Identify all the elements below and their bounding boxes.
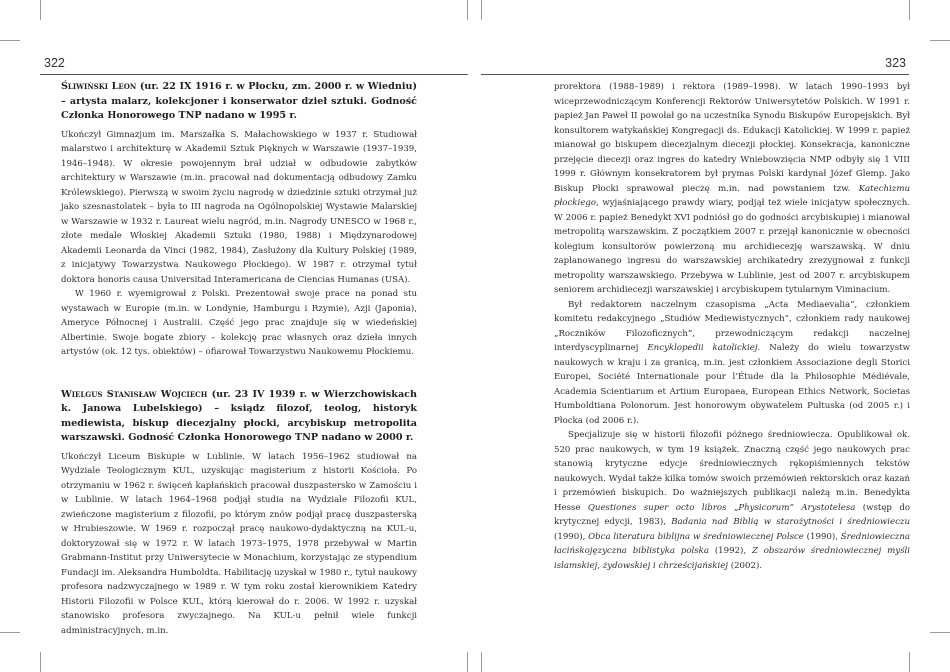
header-rule (40, 74, 468, 75)
text-run: Specjalizuje się w historii filozofii późnego średniowiecza. Opublikował ok. 520 prac naukowych, w tym 19 książek. Znaczną część jego naukowych prac stanowią krytyczne edycje średniowiecznych rękopiśmiennych tekstów naukowych. Wydał także kilka tomów swoich przemówień rektorskich oraz kazań i przemówień biskupich. Do ważniejszych publikacji należą m.in. Benedykta Hesse (554, 430, 910, 513)
page-number: 322 (44, 56, 65, 70)
text-run: (1990), (554, 531, 589, 542)
paragraph: Ukończył Liceum Biskupie w Lublinie. W latach 1956–1962 studiował na Wydziale Teologicznym KUL, uzyskując magisterium z historii Kościoła. Po otrzymaniu w 1962 r. święceń kapłańskich pracował duszpastersko w Zamościu i w Lublinie. W latach 1964–1968 podjął studia na Wydziale Filozofii KUL, zwieńczone magisterium z filozofii, po którym znów podjął pracę duszpasterską w Hrubieszowie. W 1969 r. rozpoczął pracę naukowo-dydaktyczną na KUL-u, doktoryzował się w 1972 r. W latach 1973–1975, 1978 przebywał w Martin Grabmann-Institut przy Uniwersytecie w Monachium, korzystając ze stypendium Fundacji im. Aleksandra Humboldta. Habilitację uzyskał w 1980 r., tytuł naukowy profesora nadzwyczajnego w 1989 r. W tym roku został kierownikiem Katedry Historii Filozofii w Polsce KUL, którą kierował do r. 2006. W 1992 r. uzyskał stanowisko profesora zwyczajnego. Na KUL-u pełnił wiele funkcji administracyjnych, m.in. (61, 451, 417, 636)
crop-mark (40, 0, 41, 20)
italic-title: Badania nad Biblią w starożytności i średniowieczu (671, 517, 910, 527)
crop-mark (909, 652, 910, 672)
crop-mark (0, 40, 20, 41)
italic-title: Encyklopedii katolickiej (647, 343, 758, 353)
entry-name: Śliwiński Leon (61, 81, 137, 92)
entry-separator (61, 360, 417, 388)
paragraph (554, 80, 910, 298)
text-run: Był redaktorem naczelnym czasopisma „Acta Mediaevalia”, członkiem komitetu redakcyjnego „Studiów Mediewistycznych”, członkiem rady naukowej „Roczników Filozoficznych”, przewodniczącym redakcji naczelnej interdyscyplinarnej (554, 299, 910, 353)
entry-heading-text: (ur. 23 IV 1939 r. w Wierzchowiskach k. Janowa Lubelskiego) – ksiądz filozof, teolog, historyk mediewista, biskup diecezjalny płocki, arcybiskup metropolita warszawski. Godność Członka Honorowego TNP nadano w 2000 r. (61, 388, 417, 443)
header-rule (481, 74, 909, 75)
entry-heading-text: (ur. 22 IX 1916 r. w Płocku, zm. 2000 r. w Wiedniu) – artysta malarz, kolekcjoner i konserwator dzieł sztuki. Godność Członka Honorowego TNP nadano w 1995 r. (61, 81, 417, 121)
crop-mark (0, 632, 20, 633)
paragraph (554, 298, 910, 429)
crop-mark (467, 652, 468, 672)
crop-mark (930, 632, 950, 633)
text-run: (1992), (709, 546, 752, 556)
entry-name: Wielgus Stanisław Wojciech (61, 388, 208, 400)
text-run: , wyjaśniającego prawdy wiary, podjął też wiele inicjatyw społecznych. W 2006 r. papież Benedykt XVI podniósł go do godności arcybiskupiej i mianował metropolitą warszawskim. Z początkiem 2007 r. przejął kanonicznie w obecności kolegium konsultorów powierzoną mu archidiecezję warszawską. W dniu zaplanowanego ingresu do warszawskiej archikatedry zrezygnował z funkcji metropolity warszawskiego. Przebywa w Lublinie, jest od 2007 r. arcybiskupem seniorem archidiecezji warszawskiej i arcybiskupem tytularnym Viminacium. (554, 198, 910, 295)
italic-title: Z obszarów średniowiecznej myśli islamskiej, żydowskiej i chrześcijańskiej (554, 546, 910, 571)
text-run: (wstęp do krytycznej edycji, 1983), (554, 502, 911, 527)
text-run: prorektora (1988–1989) i rektora (1989–1998). W latach 1990–1993 był wiceprzewodniczącym Konferencji Rektorów Uniwersytetów Polskich. W 1991 r. papież Jan Paweł II powołał go na uczestnika Synodu Biskupów Europejskich. Był konsultorem watykańskiej Kongregacji ds. Edukacji Katolickiej. W 1999 r. papież mianował go biskupem diecezjalnym diecezji płockiej. Konsekracja, kanoniczne przejęcie diecezji oraz ingres do katedry Wniebowzięcia NMP odbyły się 1 VIII 1999 r. Głównym konsekratorem był prymas Polski kardynał Józef Glemp. Jako Biskup Płocki sprawował pieczę m.in. nad powstaniem tzw. (554, 82, 910, 194)
text-column-right (554, 80, 910, 573)
paragraph (554, 428, 910, 573)
page-number: 323 (885, 56, 906, 70)
text-run: (2002). (727, 560, 763, 571)
entry-heading-sliwinski (61, 80, 417, 124)
crop-mark (481, 0, 482, 20)
italic-title: Katechizmu płockiego (554, 183, 910, 208)
italic-title: Obca literatura biblijna w średniowiecznej Polsce (588, 531, 804, 542)
entry-heading-wielgus (61, 388, 417, 446)
text-column-left (61, 80, 417, 638)
crop-mark (40, 652, 41, 672)
italic-title: Średniowieczna łacińskojęzyczna biblistyka polska (554, 531, 910, 556)
italic-title: Questiones super octo libros „Physicorum” Arystotelesa (587, 502, 856, 513)
text-run: (1990), (803, 531, 841, 542)
crop-mark (481, 652, 482, 672)
text-run: . Należy do wielu towarzystw naukowych w kraju i za granicą, m.in. jest członkiem Associazione degli Storici Europei, Société Internationale pour l’Étude dla la Philosophie Médiévale, Academia Scientiarum et Artium Europaea, European Ethics Network, Societas Humboldtiana Polonorum. Jest honorowym obywatelem Pułtuska (od 2005 r.) i Płocka (od 2006 r.). (554, 343, 910, 426)
right-page (475, 0, 950, 672)
crop-mark (909, 0, 910, 20)
paragraph: W 1960 r. wyemigrował z Polski. Prezentował swoje prace na ponad stu wystawach w Europie (m.in. w Londynie, Hamburgu i Rzymie), Azji (Japonia), Ameryce Północnej i Australii. Część jego prac znajduje się w wiedeńskiej Albertinie. Swoje bogate zbiory – kolekcję prac własnych oraz dzieła innych artystów (ok. 12 tys. obiektów) – ofiarował Towarzystwu Naukowemu Płockiemu. (61, 289, 417, 357)
paragraph: Ukończył Gimnazjum im. Marszałka S. Małachowskiego w 1937 r. Studiował malarstwo i architekturę w Akademii Sztuk Pięknych w Warszawie (1937–1939, 1946–1948). W okresie powojennym brał udział w odbudowie zabytków architektury w Warszawie (m.in. pracował nad dokumentacją odbudowy Zamku Królewskiego). Pierwszą w swoim życiu nagrodę w dziedzinie sztuki otrzymał już jako szesnastolatek – była to III nagroda na Ogólnopolskiej Wystawie Malarskiej w Warszawie w 1932 r. Laureat wielu nagród, m.in. Nagrody UNESCO w 1968 r., złote medale Włoskiej Akademii Sztuki (1980, 1988) i Międzynarodowej Akademii Leonarda da Vinci (1982, 1984), Zasłużony dla Kultury Polskiej (1989, z inicjatywy Towarzystwa Naukowego Płockiego). W 1987 r. otrzymał tytuł doktora honoris causa Universitad Interamericana de Ciencias Humanas (USA). (61, 129, 417, 285)
crop-mark (930, 40, 950, 41)
crop-mark (467, 0, 468, 20)
